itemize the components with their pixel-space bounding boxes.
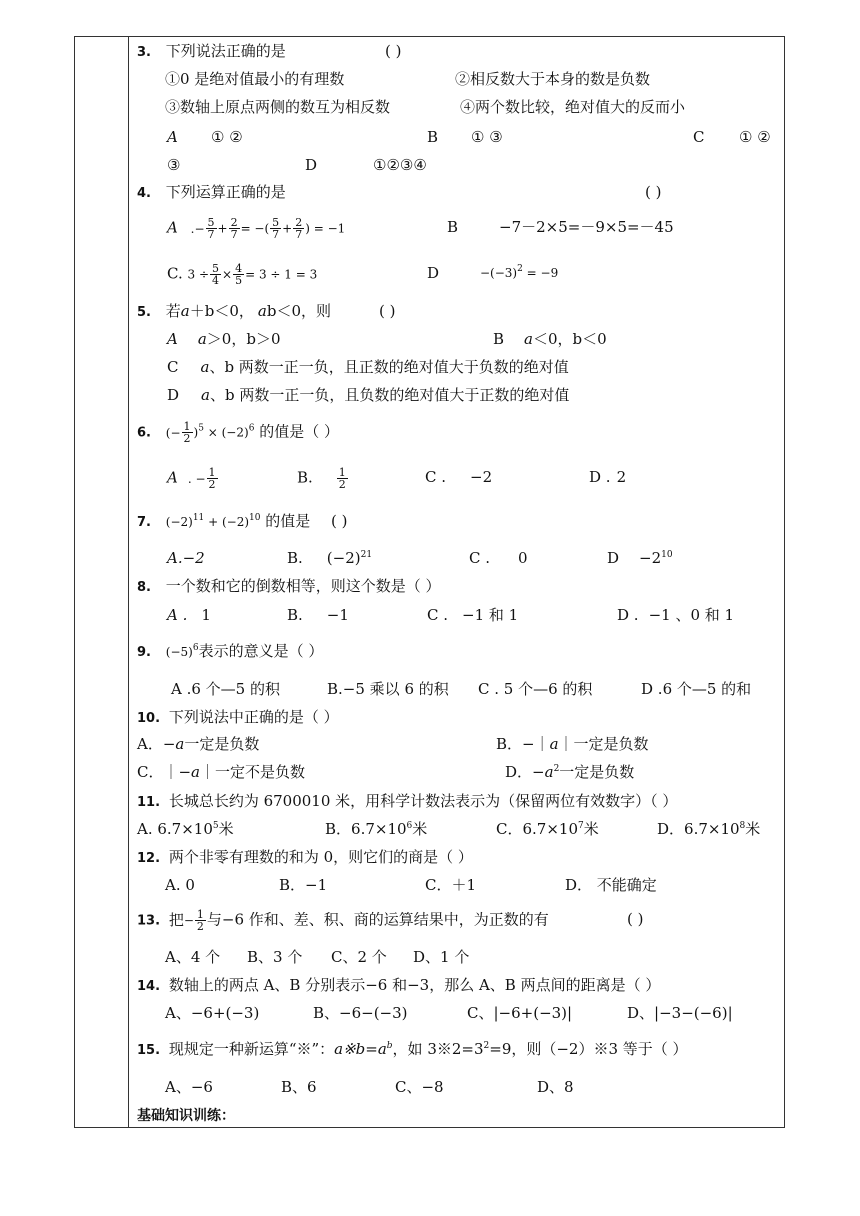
q13-option-b: B、3 个 xyxy=(247,948,303,966)
q14-option-a: A、−6+(−3) xyxy=(165,1004,260,1022)
q15-option-b: B、6 xyxy=(281,1078,317,1096)
q10-number: 10. xyxy=(137,711,161,726)
fraction: $\frac{5}{7}$ xyxy=(272,216,280,241)
q14-stem: 14. 数轴上的两点 A、B 分别表示−6 和−3，那么 A、B 两点间的距离是（ ） xyxy=(137,976,661,994)
q7-answer-paren: ( ) xyxy=(331,512,348,530)
q8-option-c: C . −1 和 1 xyxy=(427,606,519,624)
q14-option-b: B、−6−(−3) xyxy=(313,1004,408,1022)
q11-option-b: B．$6.7\times 10^6$米 xyxy=(325,820,428,838)
fraction: $\frac{4}{5}$ xyxy=(235,262,243,287)
question-table xyxy=(74,36,785,1128)
q7-stem: 7. $(-2)^{11} + (-2)^{10}$ 的值是 xyxy=(137,512,311,530)
fraction: $\frac{2}{7}$ xyxy=(295,216,303,241)
q3-statement-4: ④两个数比较，绝对值大的反而小 xyxy=(460,98,686,116)
q8-number: 8. xyxy=(137,580,151,595)
q10-option-d: D．$-a^2$一定是负数 xyxy=(505,763,635,781)
q13-option-a: A、4 个 xyxy=(165,948,221,966)
q12-number: 12. xyxy=(137,851,161,866)
left-margin-column xyxy=(75,37,129,1127)
q3-statement-1: ①0 是绝对值最小的有理数 xyxy=(165,70,345,88)
q12-option-c: C．＋1 xyxy=(425,876,477,894)
q11-number: 11. xyxy=(137,795,161,810)
q4-option-d-label: D xyxy=(427,264,440,282)
q13-answer-paren: ( ) xyxy=(627,910,644,928)
fraction: $\frac{5}{7}$ xyxy=(207,216,215,241)
q3-statement-3: ③数轴上原点两侧的数互为相反数 xyxy=(165,98,391,116)
q3-stem: 3. 下列说法正确的是 xyxy=(137,42,286,60)
q4-number: 4. xyxy=(137,186,151,201)
q4-option-b: −7－2×5=－9×5=－45 xyxy=(499,218,674,236)
q4-answer-paren: ( ) xyxy=(645,183,662,201)
fraction: $\frac{1}{2}$ xyxy=(183,420,191,445)
q13-option-d: D、1 个 xyxy=(413,948,470,966)
q5-option-d: D a、b 两数一正一负，且负数的绝对值大于正数的绝对值 xyxy=(167,386,570,404)
q7-option-a: A.−2 xyxy=(167,549,205,567)
fraction: $\frac{1}{2}$ xyxy=(196,908,204,933)
q8-option-b: B. −1 xyxy=(287,606,349,624)
q9-stem: 9. $(-5)^6$表示的意义是（ ） xyxy=(137,642,324,660)
q10-option-b: B．−｜a｜一定是负数 xyxy=(496,735,649,753)
q7-option-b: B. $(-2)^{21}$ xyxy=(287,549,373,567)
q15-number: 15. xyxy=(137,1043,161,1058)
fraction: $\frac{1}{2}$ xyxy=(338,466,346,491)
q3-option-b-label: B xyxy=(427,128,439,146)
q3-option-b: ① ③ xyxy=(471,128,503,146)
q4-option-c: C. 3 ÷ $\frac{5}{4}$ × $\frac{4}{5}$ = 3 ÷ 1 = 3 xyxy=(167,262,318,287)
q6-number: 6. xyxy=(137,425,151,441)
q3-answer-paren: ( ) xyxy=(385,42,402,60)
q6-option-a: A . − $\frac{1}{2}$ xyxy=(167,466,216,491)
q3-option-a-label: A xyxy=(167,128,178,146)
q9-number: 9. xyxy=(137,645,151,660)
q11-option-d: D．$6.7\times 10^8$米 xyxy=(657,820,761,838)
q7-option-c: C . 0 xyxy=(469,549,528,567)
fraction: $\frac{1}{2}$ xyxy=(208,466,216,491)
q5-number: 5. xyxy=(137,305,151,320)
fraction: $\frac{2}{7}$ xyxy=(230,216,238,241)
q15-stem: 15. 现规定一种新运算“※”：$a※b=a^b$，如 $3※2=3^2=9$，则（−2）※3 等于（ ） xyxy=(137,1040,688,1058)
q12-option-a: A. 0 xyxy=(165,876,195,894)
q7-option-d: $D -2^{10}$ xyxy=(607,549,673,567)
q14-option-d: D、|−3−(−6)| xyxy=(627,1004,733,1022)
q3-option-c: ① ② xyxy=(739,128,771,146)
q5-option-c: C a、b 两数一正一负，且正数的绝对值大于负数的绝对值 xyxy=(167,358,569,376)
q12-option-b: B．−1 xyxy=(279,876,328,894)
q8-option-a: A . 1 xyxy=(167,606,211,624)
q9-option-c: C . 5 个—6 的积 xyxy=(478,680,593,698)
q13-number: 13. xyxy=(137,913,161,929)
q3-option-d-label: D xyxy=(305,156,318,174)
q7-number: 7. xyxy=(137,515,151,530)
q8-stem: 8. 一个数和它的倒数相等，则这个数是（ ） xyxy=(137,577,441,595)
q6-option-c: C . −2 xyxy=(425,468,493,486)
q15-option-c: C、−8 xyxy=(395,1078,444,1096)
q6-stem: 6. (− $\frac{1}{2}$ )$^5 \times (-2)^6$ 的值是（ ） xyxy=(137,420,339,445)
q11-option-c: C．$6.7\times 10^7$米 xyxy=(496,820,599,838)
q15-option-a: A、−6 xyxy=(165,1078,213,1096)
q3-number: 3. xyxy=(137,45,151,60)
q3-statement-2: ②相反数大于本身的数是负数 xyxy=(455,70,651,88)
q13-option-c: C、2 个 xyxy=(331,948,387,966)
q4-option-a: A .− $\frac{5}{7}$ + $\frac{2}{7}$ = −( $\frac{5}{7}$ + $\frac{2}{7}$ ) = −1 xyxy=(167,216,346,241)
fraction: $\frac{5}{4}$ xyxy=(212,262,220,287)
q14-number: 14. xyxy=(137,979,161,994)
q11-stem: 11. 长城总长约为 6700010 米，用科学计数法表示为（保留两位有效数字）（ ） xyxy=(137,792,678,810)
q6-option-b: B. $\frac{1}{2}$ xyxy=(297,466,346,491)
q4-option-d: $-(-3)^2 = -9$ xyxy=(480,264,559,280)
q5-stem: 5. 若a＋b＜0， ab＜0，则 xyxy=(137,302,331,320)
q9-option-a: A .6 个—5 的积 xyxy=(171,680,280,698)
q5-answer-paren: ( ) xyxy=(379,302,396,320)
q10-option-a: A．−a一定是负数 xyxy=(137,735,260,753)
q3-option-d: ①②③④ xyxy=(373,156,427,174)
q15-option-d: D、8 xyxy=(537,1078,574,1096)
q9-option-b: B.−5 乘以 6 的积 xyxy=(327,680,449,698)
q5-option-a: A a＞0，b＞0 xyxy=(167,330,281,348)
q13-stem: 13. 把− $\frac{1}{2}$ 与−6 作和、差、积、商的运算结果中，为正数的有 xyxy=(137,908,549,933)
q9-option-d: D .6 个—5 的和 xyxy=(641,680,752,698)
q4-stem: 4. 下列运算正确的是 xyxy=(137,183,286,201)
q5-option-b: B a＜0，b＜0 xyxy=(493,330,607,348)
q11-option-a: A. $6.7\times 10^5$米 xyxy=(137,820,234,838)
q10-option-c: C．｜−a｜一定不是负数 xyxy=(137,763,306,781)
q14-option-c: C、|−6+(−3)| xyxy=(467,1004,573,1022)
q3-option-c-cont: ③ xyxy=(167,156,181,174)
q12-option-d: D． 不能确定 xyxy=(565,876,657,894)
q8-option-d: D . −1 、0 和 1 xyxy=(617,606,735,624)
q10-stem: 10. 下列说法中正确的是（ ） xyxy=(137,708,339,726)
q3-option-a: ① ② xyxy=(211,128,243,146)
q12-stem: 12. 两个非零有理数的和为 0，则它们的商是（ ） xyxy=(137,848,473,866)
q3-option-c-label: C xyxy=(693,128,705,146)
q6-option-d: D . 2 xyxy=(589,468,627,486)
q4-option-b-label: B xyxy=(447,218,459,236)
section-heading: 基础知识训练： xyxy=(137,1108,235,1124)
